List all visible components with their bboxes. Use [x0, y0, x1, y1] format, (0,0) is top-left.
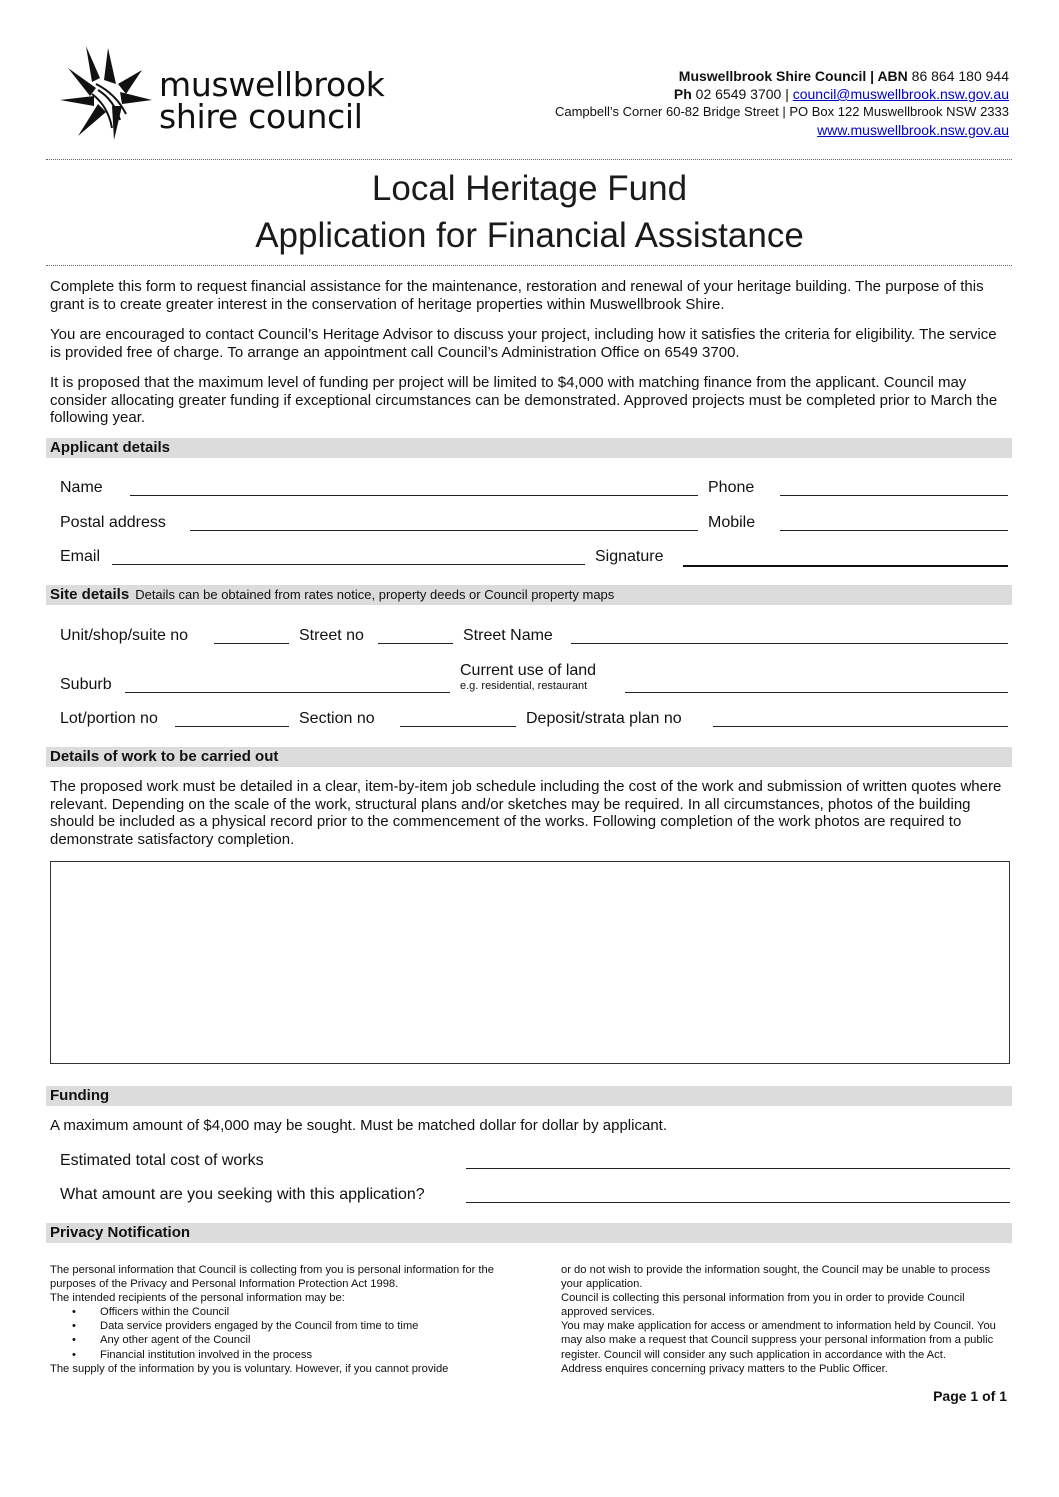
street-name-field[interactable]	[571, 643, 1008, 644]
privacy-text: The personal information that Council is collecting from you is personal information for the purposes of the Privacy and Personal Information Protection Act 1998.	[50, 1264, 494, 1291]
phone-value: 02 6549 3700	[695, 86, 782, 102]
suburb-label: Suburb	[60, 676, 112, 693]
section-heading-privacy: Privacy Notification	[46, 1223, 1012, 1243]
title-line2: Application for Financial Assistance	[255, 216, 804, 255]
list-item: • Officers within the Council	[50, 1305, 500, 1319]
logo-text-line2: shire council	[159, 97, 363, 136]
name-label: Name	[60, 479, 103, 496]
lot-field[interactable]	[175, 726, 289, 727]
site-heading-note: Details can be obtained from rates notice, property deeds or Council property maps	[135, 587, 615, 602]
email-label: Email	[60, 548, 101, 565]
intro-paragraph: Complete this form to request financial assistance for the maintenance, restoration and renewal of your heritage building. The purpose of this grant is to create greater interest in the conservation of heritage properties within Muswellbrook Shire.	[50, 278, 984, 313]
work-description: The proposed work must be detailed in a clear, item-by-item job schedule including the cost of the work and submission of written quotes where relevant. Depending on the scale of the work, structural plans and/or sketches may be required. In all circumstances, photos of the building should be included as a physical record prior to the commencement of the works. Following completion of the work photos are required to demonstrate satisfactory completion.	[50, 778, 1002, 848]
mobile-field[interactable]	[780, 530, 1008, 531]
signature-field[interactable]	[683, 565, 1008, 567]
logo-text-line1: muswellbrook	[159, 65, 385, 104]
current-use-label: Current use of land	[460, 662, 597, 679]
work-details-textarea[interactable]	[50, 861, 1010, 1064]
address-line: Campbell’s Corner 60-82 Bridge Street | PO Box 122 Muswellbrook NSW 2333	[554, 104, 1009, 119]
section-field[interactable]	[400, 726, 516, 727]
email-field[interactable]	[112, 564, 585, 565]
suburb-field[interactable]	[125, 692, 450, 693]
recipients-list	[50, 1305, 500, 1361]
deposit-field[interactable]	[713, 726, 1008, 727]
signature-label: Signature	[595, 548, 664, 565]
section-heading-funding: Funding	[46, 1086, 1012, 1106]
funding-description: A maximum amount of $4,000 may be sought. Must be matched dollar for dollar by applicant.	[50, 1117, 667, 1134]
phone-line	[555, 85, 1009, 103]
org-name: Muswellbrook Shire Council	[678, 68, 867, 84]
estimated-cost-label: Estimated total cost of works	[60, 1152, 264, 1169]
section-heading-site	[46, 585, 1012, 605]
privacy-right-column	[561, 1263, 1009, 1376]
deposit-label: Deposit/strata plan no	[526, 710, 682, 727]
street-no-field[interactable]	[378, 643, 453, 644]
list-item: • Data service providers engaged by the Council from time to time	[50, 1319, 500, 1333]
page-number: Page 1 of 1	[933, 1388, 1007, 1404]
privacy-text: The supply of the information by you is voluntary. However, if you cannot provide	[50, 1362, 449, 1375]
privacy-text: or do not wish to provide the information sought, the Council may be unable to process your application.	[561, 1264, 991, 1291]
amount-sought-label: What amount are you seeking with this application?	[60, 1186, 425, 1203]
intro-paragraph: You are encouraged to contact Council’s Heritage Advisor to discuss your project, including how it satisfies the criteria for eligibility. The service is provided free of charge. To arrange an appointment call Council’s Administration Office on 6549 3700.	[50, 326, 997, 361]
abn-value: 86 864 180 944	[911, 68, 1009, 84]
site-heading-text: Site details	[50, 586, 130, 603]
mobile-label: Mobile	[708, 514, 756, 531]
star-logo-icon	[56, 44, 154, 142]
unit-label: Unit/shop/suite no	[60, 627, 189, 644]
org-line: Muswellbrook Shire Council | ABN 86 864 180 944	[678, 68, 1009, 84]
lot-label: Lot/portion no	[60, 710, 158, 727]
abn-label: ABN	[877, 68, 908, 84]
divider	[46, 159, 1012, 160]
contact-block	[555, 67, 1009, 139]
privacy-text: The intended recipients of the personal information may be:	[50, 1292, 345, 1305]
section-heading-work: Details of work to be carried out	[46, 747, 1012, 767]
privacy-text: Council is collecting this personal information from you in order to provide Council approved services.	[561, 1292, 965, 1319]
street-no-label: Street no	[299, 627, 364, 644]
phone-label: Phone	[708, 479, 755, 496]
council-logo	[56, 44, 386, 144]
current-use-example: e.g. residential, restaurant	[460, 680, 588, 692]
website-link[interactable]: www.muswellbrook.nsw.gov.au	[817, 122, 1009, 138]
email-link[interactable]: council@muswellbrook.nsw.gov.au	[792, 86, 1009, 102]
postal-address-field[interactable]	[190, 530, 698, 531]
privacy-text: Address enquires concerning privacy matters to the Public Officer.	[561, 1362, 888, 1375]
phone-field[interactable]	[780, 495, 1008, 496]
separator: |	[785, 86, 789, 102]
section-label: Section no	[299, 710, 375, 727]
divider	[46, 265, 1012, 266]
current-use-field[interactable]	[625, 692, 1008, 693]
postal-address-label: Postal address	[60, 514, 166, 531]
title-line1: Local Heritage Fund	[371, 169, 688, 208]
privacy-left-column	[50, 1263, 500, 1376]
name-field[interactable]	[130, 495, 698, 496]
section-heading-applicant: Applicant details	[46, 438, 1012, 458]
list-item: • Financial institution involved in the process	[50, 1348, 500, 1362]
amount-sought-field[interactable]	[466, 1202, 1010, 1203]
phone-label: Ph	[673, 86, 692, 102]
privacy-text: You may make application for access or amendment to information held by Council. You may also make a request that Council suppress your personal information from a public register. Council will consider any such application in accordance with the Act.	[561, 1320, 996, 1361]
estimated-cost-field[interactable]	[466, 1168, 1010, 1169]
unit-field[interactable]	[214, 643, 289, 644]
intro-paragraph: It is proposed that the maximum level of funding per project will be limited to $4,000 with matching finance from the applicant. Council may consider allocating greater funding if exceptional circumstances can be demonstrated. Approved projects must be completed prior to March the following year.	[50, 374, 998, 426]
list-item: • Any other agent of the Council	[50, 1333, 500, 1347]
street-name-label: Street Name	[463, 627, 553, 644]
